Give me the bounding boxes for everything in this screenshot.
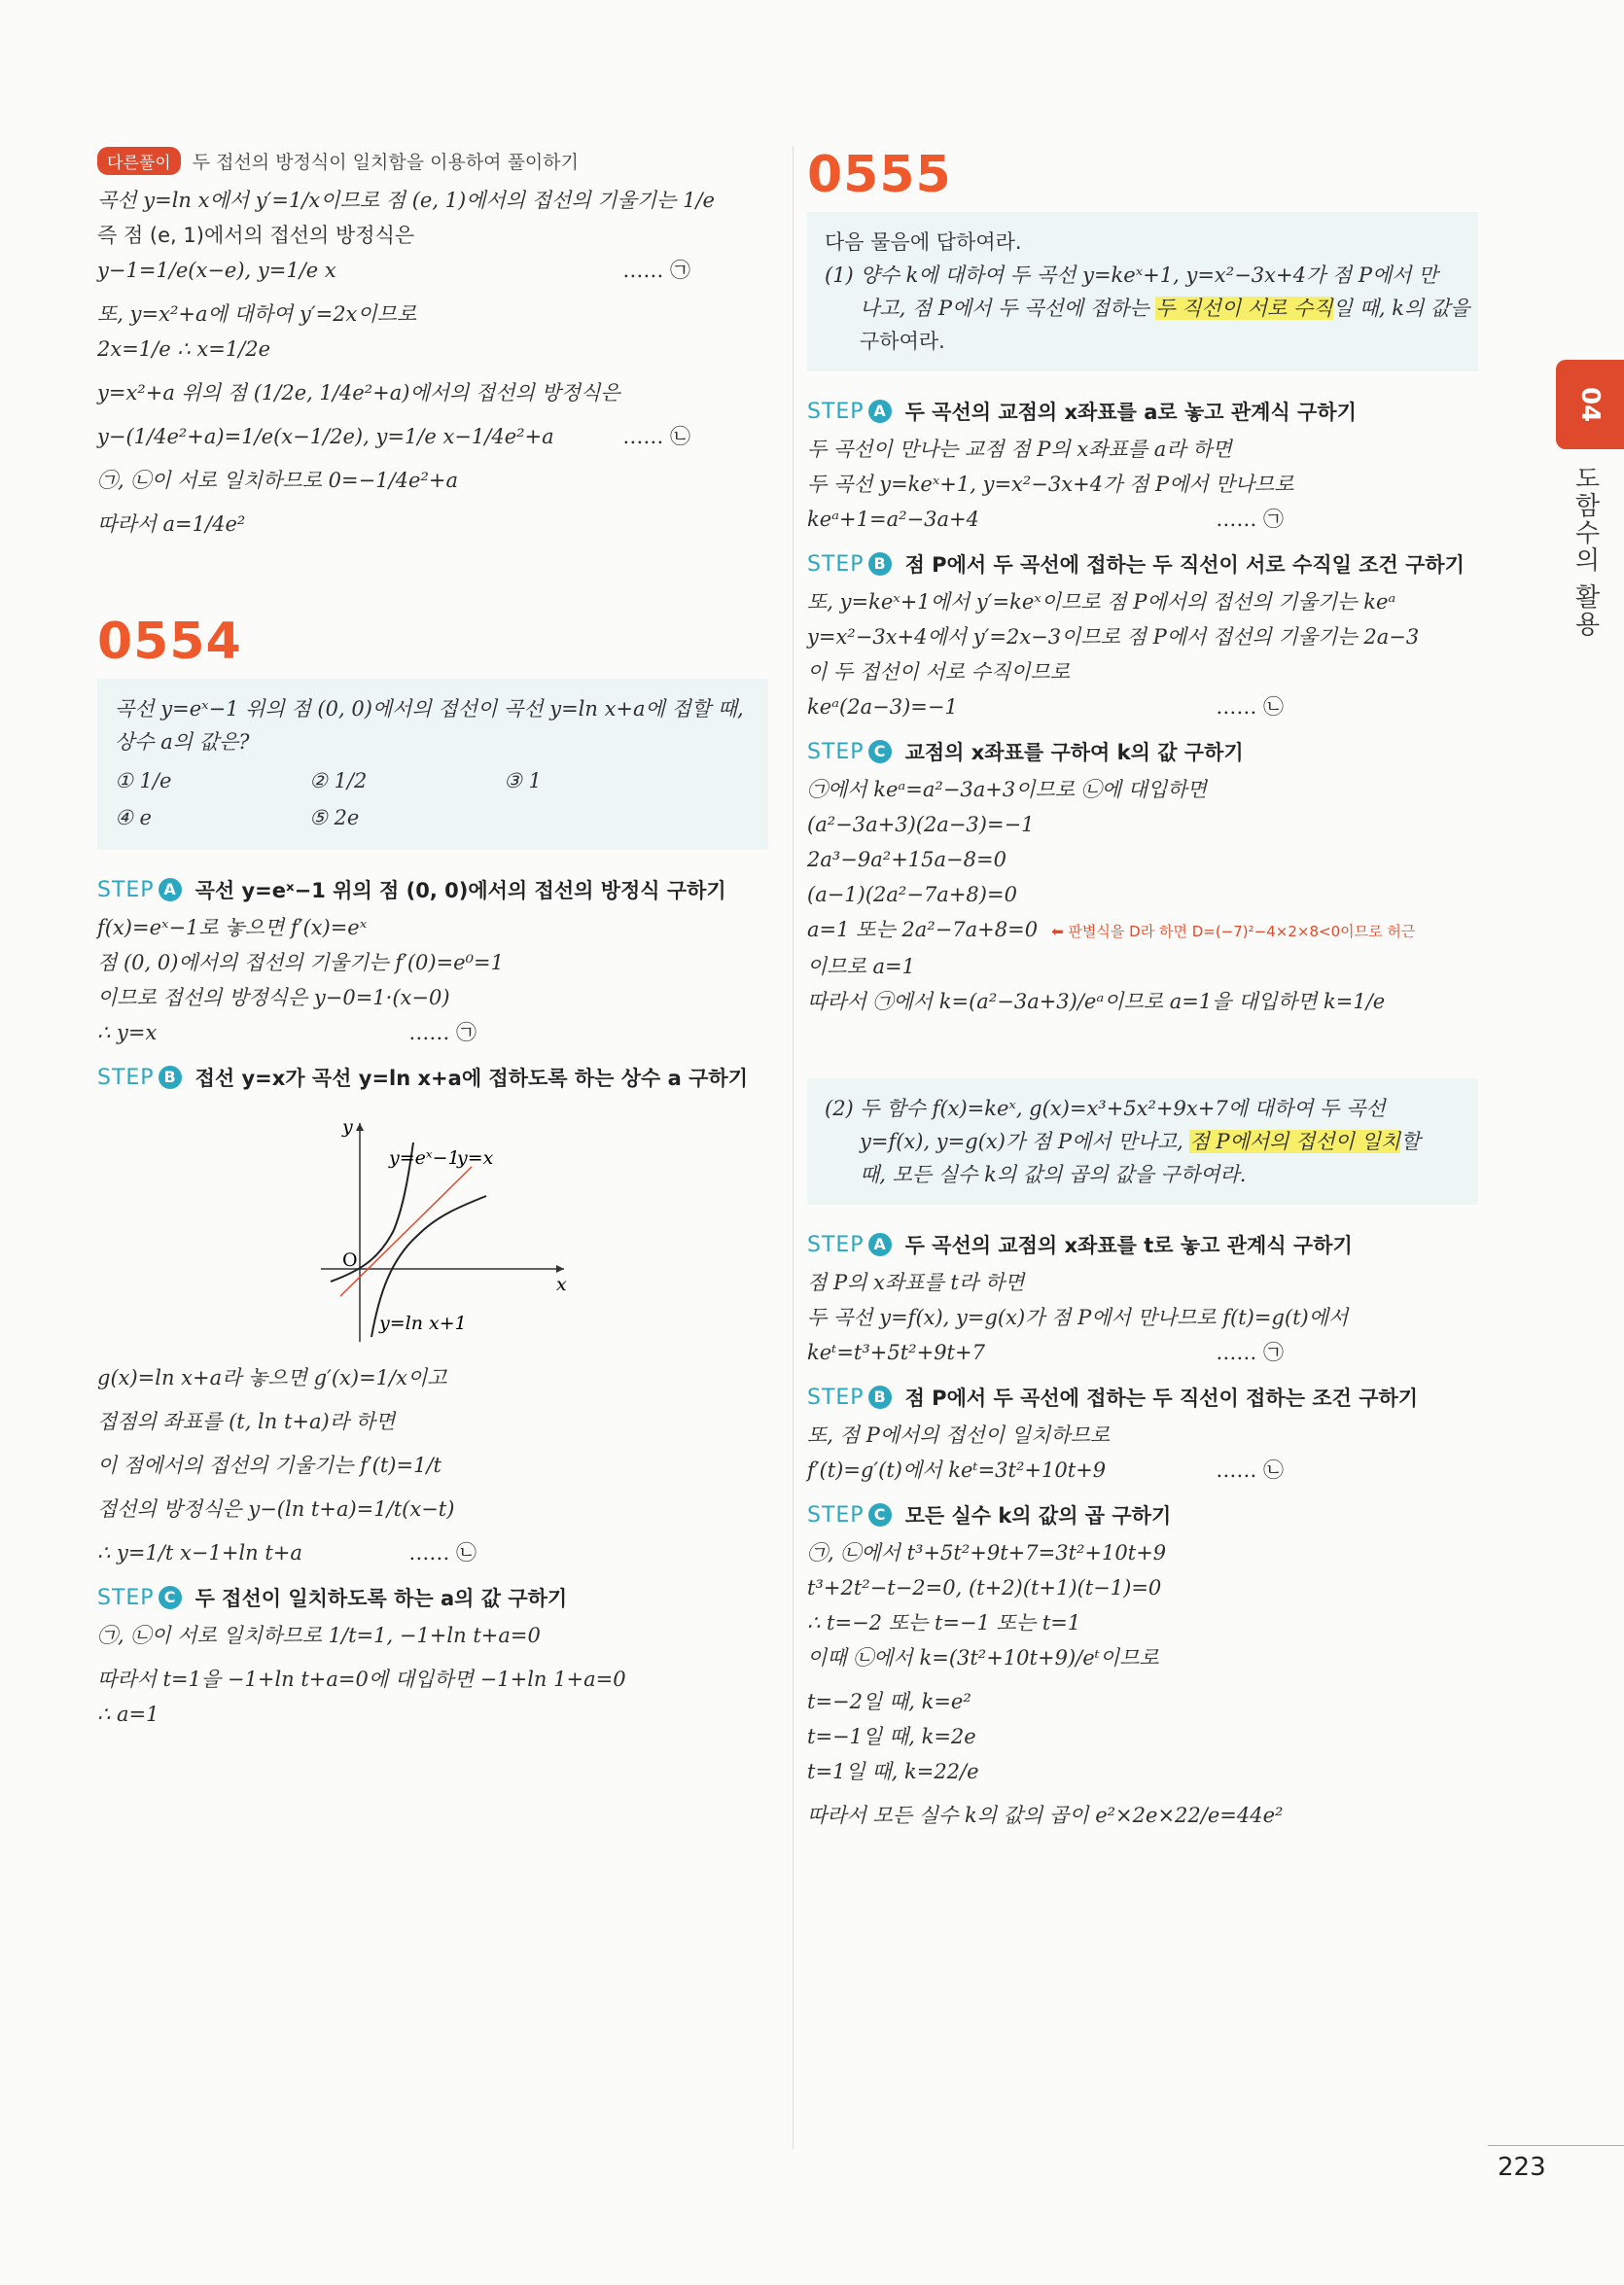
solution-line: 두 곡선이 만나는 교점 점 P의 x좌표를 a라 하면 xyxy=(807,438,1232,461)
solution-line: 또, y=keˣ+1에서 y′=keˣ이므로 점 P에서의 접선의 기울기는 keᵃ xyxy=(807,590,1396,614)
question-line: 때, 모든 실수 k의 값의 곱의 값을 구하여라. xyxy=(860,1163,1247,1186)
solution-line: 접점의 좌표를 (t, ln t+a)라 하면 xyxy=(97,1410,396,1433)
mark-1: …… ㉠ xyxy=(1216,508,1284,531)
solution-line: 따라서 t=1을 −1+ln t+a=0에 대입하면 −1+ln 1+a=0 xyxy=(97,1668,626,1691)
solution-line: 따라서 모든 실수 k의 값의 곱이 e²×2e×22/e=44e² xyxy=(807,1804,1284,1827)
solution-line: 이때 ㉡에서 k=(3t²+10t+9)/eᵗ이므로 xyxy=(807,1646,1159,1670)
alt-line: y=x²+a 위의 점 (1/2e, 1/4e²+a)에서의 접선의 방정식은 xyxy=(97,381,620,404)
solution-line: 이 두 접선이 서로 수직이므로 xyxy=(807,660,1071,684)
highlight: 점 P에서의 접선이 일치 xyxy=(1189,1130,1401,1153)
question-line: 나고, 점 P에서 두 곡선에 접하는 두 직선이 서로 수직일 때, k의 값을 xyxy=(860,297,1470,320)
alt-line: y−1=1/e(x−e), y=1/e x …… ㉠ xyxy=(97,257,768,285)
alt-line: 또, y=x²+a에 대하여 y′=2x이므로 xyxy=(97,302,417,326)
highlight: 두 직선이 서로 수직 xyxy=(1155,297,1333,320)
chapter-title: 도함수의 활용 xyxy=(1571,465,1600,639)
column-divider xyxy=(793,146,794,2149)
chapter-tab: 04 xyxy=(1556,360,1624,449)
solution-line: t=1일 때, k=22/e xyxy=(807,1760,979,1783)
option-5: ⑤ 2e xyxy=(309,806,360,829)
alt-line: 따라서 a=1/4e² xyxy=(97,512,246,536)
alt-line: ㉠, ㉡이 서로 일치하므로 0=−1/4e²+a xyxy=(97,469,458,492)
solution-line: t=−1일 때, k=2e xyxy=(807,1725,976,1748)
solution-line: 접선의 방정식은 y−(ln t+a)=1/t(x−t) xyxy=(97,1497,455,1521)
solution-line: y=x²−3x+4에서 y′=2x−3이므로 점 P에서 접선의 기울기는 2a−3 xyxy=(807,625,1420,649)
left-column xyxy=(97,146,768,1736)
question-line: 상수 a의 값은? xyxy=(115,730,250,754)
solution-line: 이므로 a=1 xyxy=(807,955,916,978)
solution-line: 또, 점 P에서의 접선이 일치하므로 xyxy=(807,1424,1111,1447)
question-line: 곡선 y=eˣ−1 위의 점 (0, 0)에서의 접선이 곡선 y=ln x+a에 접할 때, xyxy=(115,697,744,721)
alt-line: y−(1/4e²+a)=1/e(x−1/2e), y=1/e x−1/4e²+a …… ㉡ xyxy=(97,423,768,451)
solution-line: keᵃ+1=a²−3a+4 …… ㉠ xyxy=(807,506,1478,534)
alt-solution-tag: 다른풀이 xyxy=(97,147,181,175)
problem-number-0554: 0554 xyxy=(97,613,242,671)
right-column xyxy=(807,146,1478,1837)
mark-2: …… ㉡ xyxy=(622,425,690,448)
option-1: ① 1/e xyxy=(115,769,172,792)
solution-line: ㉠에서 keᵃ=a²−3a+3이므로 ㉡에 대입하면 xyxy=(807,778,1207,801)
solution-line: f′(t)=g′(t)에서 keᵗ=3t²+10t+9 …… ㉡ xyxy=(807,1457,1478,1485)
mark-1: …… ㉠ xyxy=(1216,1341,1284,1364)
solution-line: t³+2t²−t−2=0, (t+2)(t+1)(t−1)=0 xyxy=(807,1576,1162,1600)
page-number: 223 xyxy=(1498,2153,1546,2182)
solution-line: ∴ a=1 xyxy=(97,1703,159,1726)
alt-solution-title: 두 접선의 방정식이 일치함을 이용하여 풀이하기 xyxy=(192,151,579,173)
step-c-heading: STEP C 교점의 x좌표를 구하여 k의 값 구하기 xyxy=(807,739,1244,764)
alt-line: 즉 점 (e, 1)에서의 접선의 방정식은 xyxy=(97,224,415,247)
question-box-0555-1 xyxy=(807,212,1478,371)
question-intro: 다음 물음에 답하여라. xyxy=(825,230,1022,254)
solution-line: t=−2일 때, k=e² xyxy=(807,1690,971,1713)
alt-line: 2x=1/e ∴ x=1/2e xyxy=(97,337,271,361)
step-a-heading: STEP A 두 곡선의 교점의 x좌표를 t로 놓고 관계식 구하기 xyxy=(807,1232,1353,1257)
question-line: (1) 양수 k에 대하여 두 곡선 y=keˣ+1, y=x²−3x+4가 점 P에서 만 xyxy=(825,264,1438,287)
solution-line: a=1 또는 2a²−7a+8=0 ⬅ 판별식을 D라 하면 D=(−7)²−4×2×8<0이므로 허근 xyxy=(807,918,1416,941)
solution-line: keᵃ(2a−3)=−1 …… ㉡ xyxy=(807,693,1478,721)
label-origin: O xyxy=(342,1249,358,1271)
step-c-heading: STEP C 모든 실수 k의 값의 곱 구하기 xyxy=(807,1502,1172,1528)
alt-solution-header xyxy=(97,146,768,175)
step-c-heading: STEP C 두 접선이 일치하도록 하는 a의 값 구하기 xyxy=(97,1585,568,1610)
solution-line: ㉠, ㉡에서 t³+5t²+9t+7=3t²+10t+9 xyxy=(807,1541,1167,1564)
mark-1: …… ㉠ xyxy=(622,259,690,282)
solution-line: 따라서 ㉠에서 k=(a²−3a+3)/eᵃ이므로 a=1을 대입하면 k=1/e xyxy=(807,990,1386,1013)
mark-2: …… ㉡ xyxy=(408,1541,477,1564)
solution-line: 두 곡선 y=keˣ+1, y=x²−3x+4가 점 P에서 만나므로 xyxy=(807,473,1294,496)
question-line: 구하여라. xyxy=(860,330,945,353)
label-log: y=ln x+1 xyxy=(379,1313,467,1334)
step-b-heading: STEP B 점 P에서 두 곡선에 접하는 두 직선이 서로 수직일 조건 구하기 xyxy=(807,551,1465,577)
solution-line: 두 곡선 y=f(x), y=g(x)가 점 P에서 만나므로 f(t)=g(t)에서 xyxy=(807,1306,1349,1329)
solution-line: f(x)=eˣ−1로 놓으면 f′(x)=eˣ xyxy=(97,916,368,939)
step-b-heading: STEP B 접선 y=x가 곡선 y=ln x+a에 접하도록 하는 상수 a 구하기 xyxy=(97,1065,748,1090)
label-line: y=x xyxy=(457,1147,494,1169)
option-4: ④ e xyxy=(115,806,152,829)
solution-line: ∴ y=x …… ㉠ xyxy=(97,1019,768,1047)
solution-line: ㉠, ㉡이 서로 일치하므로 1/t=1, −1+ln t+a=0 xyxy=(97,1624,541,1647)
answer-options xyxy=(115,762,751,836)
label-x: x xyxy=(556,1274,567,1295)
step-a-heading: STEP A 두 곡선의 교점의 x좌표를 a로 놓고 관계식 구하기 xyxy=(807,399,1357,424)
question-line: (2) 두 함수 f(x)=keˣ, g(x)=x³+5x²+9x+7에 대하여 두 곡선 xyxy=(825,1097,1386,1120)
solution-line: (a−1)(2a²−7a+8)=0 xyxy=(807,883,1017,906)
solution-line: 이므로 접선의 방정식은 y−0=1·(x−0) xyxy=(97,986,450,1009)
mark-2: …… ㉡ xyxy=(1216,695,1284,719)
alt-line: 곡선 y=ln x에서 y′=1/x이므로 점 (e, 1)에서의 접선의 기울기는 1/e xyxy=(97,189,715,212)
question-line: y=f(x), y=g(x)가 점 P에서 만나고, 점 P에서의 접선이 일치할 xyxy=(860,1130,1421,1153)
solution-line: (a²−3a+3)(2a−3)=−1 xyxy=(807,813,1035,836)
label-y: y xyxy=(342,1116,353,1138)
solution-line: 점 P의 x좌표를 t라 하면 xyxy=(807,1271,1025,1294)
label-exp: y=eˣ−1 xyxy=(389,1147,460,1169)
mark-1: …… ㉠ xyxy=(408,1021,477,1044)
function-graph xyxy=(301,1113,583,1347)
y-axis-arrow xyxy=(356,1123,364,1131)
question-box-0555-2 xyxy=(807,1078,1478,1205)
solution-line: ∴ t=−2 또는 t=−1 또는 t=1 xyxy=(807,1611,1081,1635)
page-number-rule xyxy=(1488,2145,1624,2146)
solution-line: 이 점에서의 접선의 기울기는 f′(t)=1/t xyxy=(97,1454,441,1477)
option-2: ② 1/2 xyxy=(309,769,368,792)
mark-2: …… ㉡ xyxy=(1216,1459,1284,1482)
question-box-0554 xyxy=(97,679,768,850)
option-3: ③ 1 xyxy=(504,769,542,792)
x-axis-arrow xyxy=(556,1265,564,1273)
solution-line: 2a³−9a²+15a−8=0 xyxy=(807,848,1006,871)
solution-line: 점 (0, 0)에서의 접선의 기울기는 f′(0)=e⁰=1 xyxy=(97,951,504,974)
solution-line: g(x)=ln x+a라 놓으면 g′(x)=1/x이고 xyxy=(97,1366,447,1389)
solution-line: ∴ y=1/t x−1+ln t+a …… ㉡ xyxy=(97,1539,768,1567)
solution-line: keᵗ=t³+5t²+9t+7 …… ㉠ xyxy=(807,1339,1478,1367)
step-b-heading: STEP B 점 P에서 두 곡선에 접하는 두 직선이 접하는 조건 구하기 xyxy=(807,1385,1419,1410)
step-a-heading: STEP A 곡선 y=eˣ−1 위의 점 (0, 0)에서의 접선의 방정식 구하기 xyxy=(97,877,726,902)
problem-number-0555: 0555 xyxy=(807,146,952,204)
discriminant-note: ⬅ 판별식을 D라 하면 D=(−7)²−4×2×8<0이므로 허근 xyxy=(1051,923,1416,940)
